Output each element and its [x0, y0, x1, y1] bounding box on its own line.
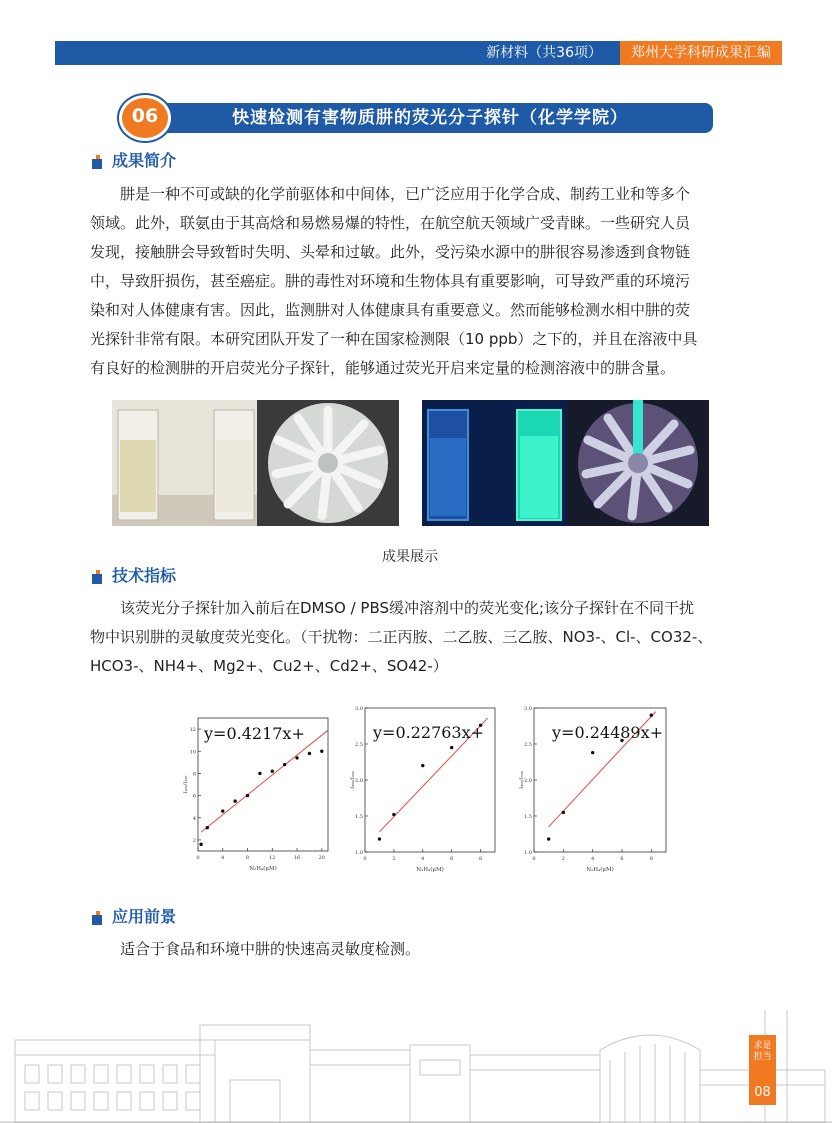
- data-point: [547, 837, 550, 840]
- x-axis-label: N₂H₄(μM): [249, 866, 277, 872]
- tech-line: HCO3-、NH4+、Mg2+、Cu2+、Cd2+、SO42-）: [90, 657, 448, 675]
- regression-equation: y=0.4217x+: [204, 724, 305, 743]
- data-point: [320, 750, 323, 753]
- regression-equation: y=0.24489x+: [552, 723, 664, 742]
- x-tick-label: 12: [269, 855, 276, 861]
- data-point: [246, 794, 249, 797]
- x-tick-label: 6: [620, 856, 624, 862]
- y-tick-label: 8: [192, 771, 196, 778]
- y-tick-label: 3.0: [355, 706, 363, 712]
- data-point: [392, 813, 395, 816]
- y-tick-label: 4: [192, 815, 196, 822]
- x-tick-label: 4: [221, 855, 225, 861]
- header-category: 新材料（共36项）: [486, 45, 602, 61]
- data-point: [283, 763, 286, 766]
- data-point: [450, 746, 453, 749]
- x-tick-label: 8: [649, 856, 653, 862]
- x-tick-label: 2: [561, 856, 565, 862]
- item-number: 06: [131, 105, 159, 127]
- intro-line: 发现，接触肼会导致暂时失明、头晕和过敏。此外，受污染水源中的肼很容易渗透到食物链: [90, 243, 691, 261]
- data-point: [258, 772, 261, 775]
- section-icon: [92, 911, 106, 925]
- intro-line: 光探针非常有限。本研究团队开发了一种在国家检测限（10 ppb）之下的，并且在溶液中具: [90, 330, 698, 348]
- intro-paragraph: [90, 180, 750, 383]
- y-tick-label: 2.0: [524, 778, 532, 784]
- data-point: [308, 752, 311, 755]
- y-tick-label: 2.5: [355, 742, 363, 748]
- y-tick-label: 10: [189, 749, 196, 756]
- data-point: [591, 751, 594, 754]
- x-tick-label: 8: [245, 855, 250, 861]
- y-tick-label: 12: [189, 727, 196, 734]
- x-tick-label: 0: [196, 855, 200, 861]
- tech-line: 该荧光分子探针加入前后在DMSO / PBS缓冲溶剂中的荧光变化;该分子探针在不同干扰: [120, 599, 695, 617]
- section-icon: [92, 570, 106, 584]
- y-axis-label: I₄₅₆/I₃₉₆: [519, 771, 525, 789]
- data-point: [295, 756, 298, 759]
- x-tick-label: 4: [591, 856, 595, 862]
- x-tick-label: 4: [421, 856, 425, 862]
- y-tick-label: 1.5: [524, 814, 532, 820]
- section-heading-intro: 成果简介: [112, 151, 177, 170]
- photo-caption: 成果展示: [382, 549, 438, 565]
- data-point: [421, 764, 424, 767]
- y-tick-label: 1.0: [524, 850, 532, 856]
- campus-skyline-illustration: [0, 1010, 832, 1123]
- calibration-chart-2: [343, 700, 503, 878]
- y-tick-label: 2: [192, 837, 196, 844]
- y-tick-label: 1.0: [355, 850, 363, 856]
- tech-paragraph: [90, 594, 755, 681]
- y-tick-label: 2.5: [524, 742, 532, 748]
- tech-line: 物中识别肼的灵敏度荧光变化。（干扰物：二正丙胺、二乙胺、三乙胺、NO3-、Cl-、CO32-、: [90, 628, 713, 646]
- page-number: 08: [754, 1085, 771, 1100]
- y-axis-label: I₄₅₆/I₃₉₆: [183, 775, 189, 794]
- data-point: [562, 811, 565, 814]
- header-publication: 郑州大学科研成果汇编: [631, 45, 771, 61]
- intro-line: 中，导致肝损伤，甚至癌症。肼的毒性对环境和生物体具有重要影响，可导致严重的环境污: [90, 272, 691, 290]
- x-tick-label: 0: [532, 856, 536, 862]
- x-axis-label: N₂H₄(μM): [416, 867, 444, 873]
- intro-line: 肼是一种不可或缺的化学前驱体和中间体，已广泛应用于化学合成、制药工业和等多个: [120, 185, 691, 203]
- intro-line: 领域。此外，联氨由于其高焓和易燃易爆的特性，在航空航天领域广受青睐。一些研究人员: [90, 214, 691, 232]
- intro-line: 染和对人体健康有害。因此，监测肼对人体健康具有重要意义。然而能够检测水相中肼的荧: [90, 301, 691, 319]
- calibration-chart-1: [180, 703, 335, 878]
- regression-equation: y=0.22763x+: [373, 723, 485, 742]
- y-tick-label: 6: [192, 793, 196, 800]
- application-text: 适合于食品和环境中肼的快速高灵敏度检测。: [120, 940, 421, 958]
- x-tick-label: 16: [293, 855, 301, 861]
- x-tick-label: 6: [450, 856, 454, 862]
- x-tick-label: 2: [392, 856, 396, 862]
- data-point: [378, 837, 381, 840]
- data-point: [206, 826, 209, 829]
- photo-uv-fluorescence: [422, 400, 709, 526]
- intro-line: 有良好的检测肼的开启荧光分子探针，能够通过荧光开启来定量的检测溶液中的肼含量。: [90, 359, 676, 377]
- fit-line: [201, 730, 328, 832]
- data-point: [650, 714, 653, 717]
- section-icon: [92, 155, 106, 169]
- y-tick-label: 2.0: [355, 778, 363, 784]
- data-point: [221, 809, 224, 812]
- page-title: 快速检测有害物质肼的荧光分子探针（化学学院）: [232, 108, 628, 128]
- motto-text: 求是担当: [753, 1041, 772, 1062]
- y-tick-label: 3.0: [524, 706, 532, 712]
- x-tick-label: 0: [363, 856, 367, 862]
- data-point: [199, 843, 202, 846]
- photo-daylight: [112, 400, 399, 526]
- section-heading-app: 应用前景: [112, 907, 177, 926]
- calibration-chart-3: [510, 700, 675, 878]
- x-axis-label: N₂H₄(μM): [586, 867, 614, 873]
- x-tick-label: 20: [318, 855, 325, 861]
- data-point: [233, 799, 236, 802]
- x-tick-label: 8: [478, 856, 483, 862]
- y-tick-label: 1.5: [355, 814, 363, 820]
- y-axis-label: I₄₅₆/I₃₉₆: [350, 771, 356, 789]
- section-heading-tech: 技术指标: [112, 566, 177, 585]
- data-point: [271, 770, 274, 773]
